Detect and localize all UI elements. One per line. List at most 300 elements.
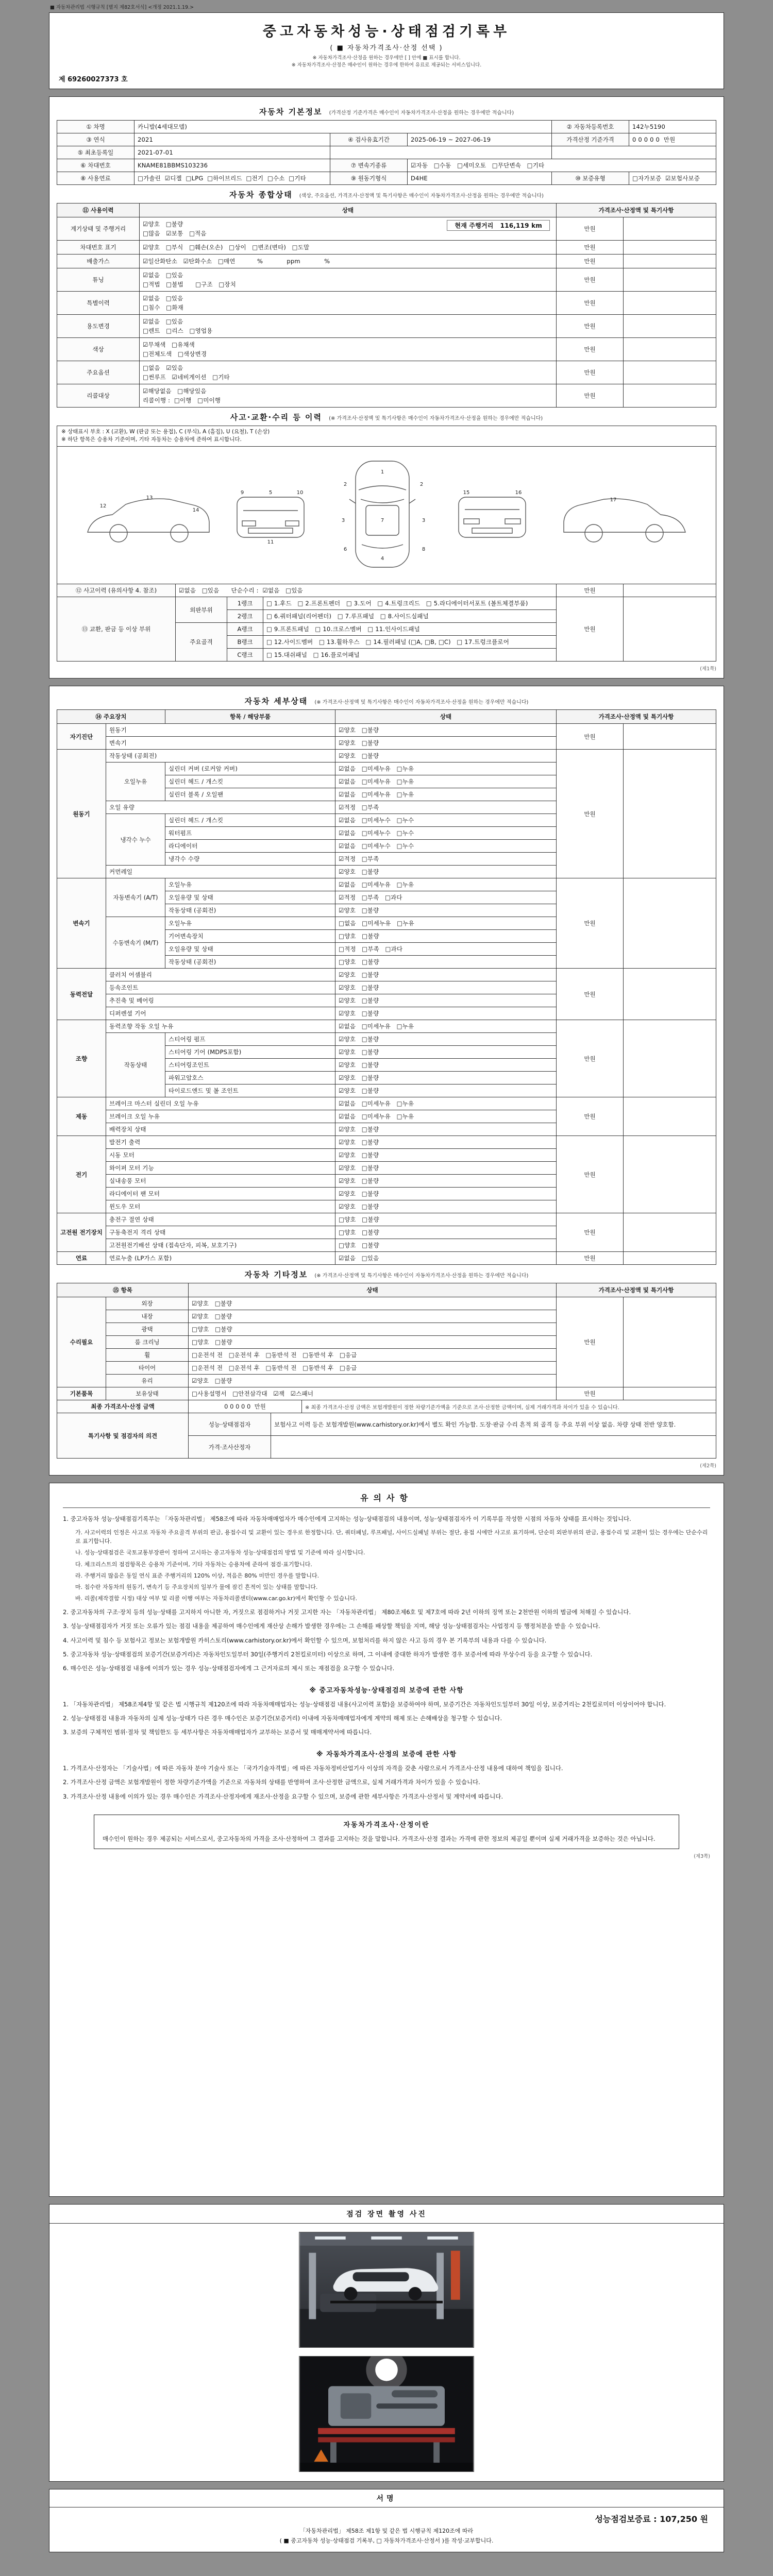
svg-text:14: 14	[192, 507, 199, 513]
svg-text:16: 16	[515, 490, 522, 496]
field-label: ⑩ 보증유형	[552, 172, 629, 184]
state-cell: □양호 □불량	[335, 930, 557, 943]
fuel-checks: □가솔린 ☑디젤 □LPG □하이브리드 □전기 □수소 □기타	[135, 172, 330, 184]
svg-text:9: 9	[240, 490, 244, 496]
detail-header	[57, 691, 716, 709]
note-cell	[624, 969, 716, 1020]
column-header: 가격조사·산정액 및 특기사항	[557, 710, 716, 724]
item-name: 구동축전지 격리 상태	[106, 1226, 335, 1239]
usage-item-label: 특별이력	[57, 291, 140, 314]
item-name: 실린더 헤드 / 개스킷	[165, 775, 335, 788]
amount-cell: 만원	[557, 291, 624, 314]
state-cell: ☑양호 □불량	[335, 1175, 557, 1188]
item-name: 클러치 어셈블리	[106, 969, 335, 981]
statement-line-1: 「자동차관리법」 제58조 제1항 및 같은 법 시행규칙 제120조에 따라	[299, 2528, 474, 2534]
state-line: ☑없음 □있음	[143, 317, 183, 325]
state-cell: ☑없음 □미세누수 □누수	[335, 827, 557, 840]
definition-box-text: 매수인이 원하는 경우 제공되는 서비스로서, 중고자동차의 가격을 조사·산정하여 그 결과를 고지하는 것을 말합니다. 가격조사·산정 결과는 가격에 관한 정보의 제공일 뿐이며 실제 거래가격을 보증하는 것은 아닙니다.	[103, 1835, 656, 1842]
page-number: (제2쪽)	[700, 1463, 716, 1469]
sub-group-label: 수동변속기 (M/T)	[106, 917, 165, 969]
svg-text:7: 7	[380, 518, 384, 523]
overall-row	[57, 361, 716, 384]
note-cell	[624, 878, 716, 969]
svg-text:10: 10	[296, 490, 304, 496]
basic-info-table	[57, 120, 716, 185]
amount-cell: 만원	[557, 361, 624, 384]
notice-item: 3. 보증의 구체적인 범위·절차 및 책임한도 등 세부사항은 자동차매매업자가 교부하는 보증서 및 매매계약서에 따릅니다.	[63, 1728, 372, 1736]
header-notes	[59, 55, 714, 70]
basic-info-header	[57, 102, 716, 120]
usage-item-label: 차대번호 표기	[57, 240, 140, 254]
etc-header	[57, 1265, 716, 1283]
state-cell: ☑양호 □불량	[335, 969, 557, 981]
table-header-row	[57, 203, 716, 217]
column-header: 상태	[335, 710, 557, 724]
svg-text:2: 2	[343, 482, 347, 487]
photos-title: 점검 장면 촬영 사진	[49, 2205, 724, 2224]
note-cell	[624, 1213, 716, 1252]
final-price-note: ※ 최종 가격조사·산정 금액은 보험개발원이 정한 차량기준가액을 기준으로 조사·산정한 금액이며, 실제 거래가격과 차이가 있을 수 있습니다.	[302, 1400, 716, 1413]
item-name: 외장	[106, 1297, 189, 1310]
detail-row	[57, 878, 716, 891]
state-cell: ☑양호 □불량	[189, 1375, 557, 1387]
state-line: □전체도색 □색상변경	[143, 350, 207, 358]
final-price-row	[57, 1400, 716, 1413]
note-cell	[624, 268, 716, 291]
form-reference-note: ■ 자동차관리법 시행규칙 [별지 제82호서식] <개정 2021.1.19.>	[50, 5, 194, 10]
state-cell: ☑양호 □불량	[335, 1007, 557, 1020]
state-cell: □없음 □미세누유 □누유	[335, 917, 557, 930]
state-cell	[140, 254, 557, 268]
field-label: ⑦ 변속기종류	[330, 159, 408, 172]
amount-cell: 만원	[557, 337, 624, 361]
exchange-label: ⑬ 교환, 판금 등 이상 부위	[57, 597, 176, 662]
usage-item-label: 용도변경	[57, 314, 140, 337]
price-base-value: 0 0 0 0 0 만원	[629, 133, 716, 146]
item-name: 배력장치 상태	[106, 1123, 335, 1136]
overall-header	[57, 185, 716, 203]
item-name: 동력조향 작동 오일 누유	[106, 1020, 335, 1033]
etc-row	[57, 1297, 716, 1310]
device-group-label: 조향	[57, 1020, 106, 1097]
state-cell: ☑양호 □불량	[335, 1123, 557, 1136]
usage-item-label: 색상	[57, 337, 140, 361]
notice-item: 6. 매수인은 성능·상태점검 내용에 이의가 있는 경우 성능·상태점검자에게 그 근거자료의 제시 또는 재점검을 요구할 수 있습니다.	[63, 1665, 395, 1672]
page-3-notice	[49, 1483, 724, 2197]
notice-title: 유의사항	[63, 1492, 710, 1508]
panel-group-label: 주요골격	[176, 623, 227, 662]
state-cell: ☑양호 □불량	[335, 1033, 557, 1046]
rank-items: □ 15.대쉬패널 □ 16.플로어패널	[263, 649, 557, 662]
state-line: ☑없음 □있음	[143, 294, 183, 302]
item-name: 디퍼렌셜 기어	[106, 1007, 335, 1020]
device-group-label: 변속기	[57, 878, 106, 969]
notice-sub: 마. 침수란 자동차의 원동기, 변속기 등 주요장치의 일부가 물에 잠긴 흔적이 있는 상태를 말합니다.	[75, 1583, 318, 1590]
item-name: 보유상태	[106, 1387, 189, 1400]
amount-cell: 만원	[557, 384, 624, 407]
field-label: ⑥ 차대번호	[57, 159, 135, 172]
notice-item: 1. 「자동차관리법」 제58조제4항 및 같은 법 시행규칙 제120조에 따라 자동차매매업자는 성능·상태점검 내용(사고이력 포함)을 보증하여야 하며, 보증기간은 자동차인도일부터 30일 이상, 보증거리는 2천킬로미터 이상이어야 합니다.	[63, 1700, 666, 1708]
amount-cell: 만원	[557, 750, 624, 878]
notice-body	[63, 1514, 710, 1801]
item-name: 작동상태 (공회전)	[165, 956, 335, 969]
state-cell: □양호 □불량	[335, 956, 557, 969]
usage-item-label: 리콜대상	[57, 384, 140, 407]
header-note-2: ※ 자동차가격조사·산정은 매수인이 원하는 경우에 한하여 유료로 제공되는 서비스입니다.	[291, 62, 482, 69]
remarks-row	[57, 1413, 716, 1436]
device-group-label: 고전원 전기장치	[57, 1213, 106, 1252]
state-cell: ☑양호 □불량	[335, 1059, 557, 1072]
appraiser-comment	[271, 1436, 716, 1459]
state-cell: □적정 □부족 □과다	[335, 943, 557, 956]
etc-group-label: 수리필요	[57, 1297, 106, 1387]
state-cell: ☑양호 □불량	[335, 1162, 557, 1175]
table-row	[57, 146, 716, 159]
item-name: 작동상태 (공회전)	[165, 904, 335, 917]
signature-statement	[49, 2527, 724, 2546]
item-name: 충전구 절연 상태	[106, 1213, 335, 1226]
notice-sub: 나. 성능·상태점검은 국토교통부장관이 정하여 고시하는 중고자동차 성능·상태점검의 방법 및 기준에 따라 실시합니다.	[75, 1549, 365, 1556]
history-state: ☑없음 □있음 단순수리 : ☑없음 □있음	[176, 584, 557, 597]
inspection-fee	[49, 2507, 724, 2527]
state-cell: ☑없음 □있음	[335, 1252, 557, 1265]
amount-cell: 만원	[557, 240, 624, 254]
svg-text:6: 6	[343, 547, 347, 552]
final-price-table	[57, 1400, 716, 1413]
notice-item: 4. 사고이력 및 침수 등 보험사고 정보는 보험개발원 카히스토리(www.carhistory.or.kr)에서 확인할 수 있으며, 보험처리를 하지 않은 사고 등의 경우 본 기록부의 내용과 다를 수 있습니다.	[63, 1636, 547, 1644]
statement-line-2: ( ■ 중고자동차 성능·상태점검 기록부, □ 자동차가격조사·산정서 )를 작성·교부합니다.	[279, 2537, 494, 2544]
state-cell	[140, 217, 557, 240]
item-name: 타이어	[106, 1362, 189, 1375]
first-registration-value: 2021-07-01	[135, 146, 330, 159]
rank-items: □ 6.쿼터패널(리어펜더) □ 7.루프패널 □ 8.사이드실패널	[263, 610, 557, 623]
note-cell	[624, 750, 716, 878]
svg-text:8: 8	[422, 547, 426, 552]
state-cell: ☑없음 □미세누수 □누수	[335, 814, 557, 827]
device-group-label: 자기진단	[57, 724, 106, 750]
legend-line-1: ※ 상태표시 부호 : X (교환), W (판금 또는 용접), C (부식), A (흠집), U (요철), T (손상)	[61, 428, 270, 435]
amount-cell: 만원	[557, 1297, 624, 1387]
column-header: 상태	[189, 1283, 557, 1297]
page-5-signature	[49, 2489, 724, 2552]
detail-title: 자동차 세부상태	[244, 697, 308, 706]
state-cell: ☑없음 □미세누유 □누유	[335, 775, 557, 788]
field-label: ⑧ 사용연료	[57, 172, 135, 184]
notice-item: 1. 중고자동차 성능·상태점검기록부는 「자동차관리법」 제58조에 따라 자동차매매업자가 매수인에게 고지하는 성능·상태점검의 내용이며, 성능·상태점검자가 이 기록부를 작성한 시점의 자동차 상태를 표시하는 것입니다.	[63, 1515, 631, 1522]
state-line: □썬루프 ☑네비게이션 □기타	[143, 373, 230, 381]
item-name: 브레이크 오일 누유	[106, 1110, 335, 1123]
sub-group-label: 자동변속기 (A/T)	[106, 878, 165, 917]
sub-group-label: 냉각수 누수	[106, 814, 165, 866]
notice-item: 2. 중고자동차의 구조·장치 등의 성능·상태를 고지하지 아니한 자, 거짓으로 점검하거나 거짓 고지한 자는 「자동차관리법」 제80조제6호 및 제7호에 따라 2년 이하의 징역 또는 2천만원 이하의 벌금에 처해질 수 있습니다.	[63, 1608, 631, 1616]
state-cell: ☑양호 □불량	[335, 1046, 557, 1059]
item-name: 실린더 커버 (로커암 커버)	[165, 762, 335, 775]
item-name: 와이퍼 모터 기능	[106, 1162, 335, 1175]
item-name: 유리	[106, 1375, 189, 1387]
overall-row	[57, 291, 716, 314]
note-cell	[624, 361, 716, 384]
amount-cell: 만원	[557, 1097, 624, 1136]
item-name: 실린더 블록 / 오일팬	[165, 788, 335, 801]
column-header: ⑪ 사용이력	[57, 203, 140, 217]
state-cell: □양호 □불량	[189, 1323, 557, 1336]
item-name: 광택	[106, 1323, 189, 1336]
item-name: 작동상태 (공회전)	[106, 750, 335, 762]
note-cell	[624, 384, 716, 407]
rank-items: □ 9.프론트패널 □ 10.크로스멤버 □ 11.인사이드패널	[263, 623, 557, 636]
final-price-label: 최종 가격조사·산정 금액	[57, 1400, 189, 1413]
basic-info-note: (가격산정 기준가격은 매수인이 자동차가격조사·산정을 원하는 경우에만 적습니다)	[329, 110, 514, 116]
item-name: 윈도우 모터	[106, 1200, 335, 1213]
empty-cell	[552, 146, 716, 159]
rank-items: □ 1.후드 □ 2.프론트펜더 □ 3.도어 □ 4.트렁크리드 □ 5.라디에이터서포트 (볼트체결부품)	[263, 597, 557, 610]
notice-sub: 다. 체크리스트의 점검항목은 승용차 기준이며, 기타 자동차는 승용차에 준하여 점검·표기합니다.	[75, 1561, 312, 1568]
field-label: ① 차명	[57, 120, 135, 133]
state-cell: ☑양호 □불량	[335, 1084, 557, 1097]
state-cell: ☑양호 □불량	[335, 737, 557, 750]
state-cell: ☑없음 □미세누유 □누유	[335, 1020, 557, 1033]
inspector-comment: 보험사고 이력 등은 보험개발원(www.carhistory.or.kr)에서 별도 확인 가능함. 도장·판금 수리 흔적 외 골격 등 주요 부위 이상 없음. 차량 상태 전반 양호함.	[271, 1413, 716, 1436]
item-name: 발전기 출력	[106, 1136, 335, 1149]
accident-title: 사고·교환·수리 등 이력	[230, 412, 323, 422]
state-cell: ☑양호 □불량	[335, 866, 557, 878]
note-cell	[624, 1387, 716, 1400]
usage-item-label: 튜닝	[57, 268, 140, 291]
state-line: ☑해당없음 □해당있음	[143, 387, 207, 395]
page-number: (제1쪽)	[700, 666, 716, 672]
detail-row	[57, 750, 716, 762]
inspector-role: 성능·상태점검자	[189, 1413, 271, 1436]
etc-title: 자동차 기타정보	[244, 1270, 308, 1279]
amount-cell: 만원	[557, 969, 624, 1020]
state-cell: ☑없음 □미세누유 □누유	[335, 878, 557, 891]
overall-row	[57, 337, 716, 361]
overall-note: (색상, 주요옵션, 가격조사·산정액 및 특기사항은 매수인이 자동차가격조사·산정을 원하는 경우에만 적습니다)	[299, 193, 544, 199]
usage-item-label: 계기상태 및 주행거리	[57, 217, 140, 240]
field-label: ② 자동차등록번호	[552, 120, 629, 133]
rank-label: A랭크	[227, 623, 263, 636]
state-cell: ☑적정 □부족	[335, 853, 557, 866]
note-cell	[624, 240, 716, 254]
svg-text:5: 5	[268, 490, 273, 496]
state-line: ☑일산화탄소 ☑탄화수소 □매연 % ppm %	[143, 257, 330, 265]
state-code-legend	[57, 426, 716, 447]
item-name: 휠	[106, 1349, 189, 1362]
vin-value: KNAME81BBMS103236	[135, 159, 330, 172]
item-name: 실린더 헤드 / 개스킷	[165, 814, 335, 827]
item-name: 실내송풍 모터	[106, 1175, 335, 1188]
state-cell: ☑적정 □부족	[335, 801, 557, 814]
exchange-rank-row	[57, 597, 716, 610]
amount-cell: 만원	[557, 1213, 624, 1252]
note-cell	[624, 291, 716, 314]
state-cell: ☑양호 □불량	[335, 1072, 557, 1084]
column-header: ⑭ 주요장치	[57, 710, 165, 724]
state-line: □없음 ☑있음	[143, 364, 183, 371]
price-base-label: 가격산정 기준가격	[552, 133, 629, 146]
photos-container	[49, 2224, 724, 2481]
inspection-period-value: 2025-06-19 ~ 2027-06-19	[408, 133, 552, 146]
state-cell: ☑양호 □불량	[335, 750, 557, 762]
device-group-label: 원동기	[57, 750, 106, 878]
current-mileage-badge: 현재 주행거리 116,119 km	[447, 220, 550, 231]
state-cell: □운전석 전 □운전석 후 □동반석 전 □동반석 후 □응급	[189, 1349, 557, 1362]
notice-item: 1. 가격조사·산정자는 「기술사법」에 따른 자동차 분야 기술사 또는 「국가기술자격법」에 따른 자동차정비산업기사 이상의 자격을 갖춘 사람으로서 가격조사·산정 내용에 대하여 책임을 집니다.	[63, 1764, 563, 1772]
note-cell	[624, 1297, 716, 1387]
state-line: ☑무채색 □유채색	[143, 341, 195, 348]
note-cell	[624, 1097, 716, 1136]
state-line: □렌트 □리스 □영업용	[143, 327, 213, 334]
overall-row	[57, 384, 716, 407]
usage-item-label: 주요옵션	[57, 361, 140, 384]
item-name: 시동 모터	[106, 1149, 335, 1162]
device-group-label: 제동	[57, 1097, 106, 1136]
notice-head: ※ 자동차가격조사·산정의 보증에 관한 사항	[316, 1750, 457, 1758]
accident-note: (※ 가격조사·산정액 및 특기사항은 매수인이 자동차가격조사·산정을 원하는 경우에만 적습니다)	[329, 415, 543, 421]
rank-items: □ 12.사이드멤버 □ 13.휠하우스 □ 14.필러패널 (□A, □B, □C) □ 17.트렁크플로어	[263, 636, 557, 649]
notice-item: 2. 성능·상태점검 내용과 자동차의 실제 성능·상태가 다른 경우 매수인은 보증기간(보증거리) 이내에 자동차매매업자에게 계약의 해제 또는 손해배상을 청구할 수 있습니다.	[63, 1715, 502, 1722]
detail-row	[57, 1020, 716, 1033]
state-cell: ☑없음 □미세누유 □누유	[335, 1110, 557, 1123]
detail-row	[57, 1136, 716, 1149]
empty-cell	[330, 146, 552, 159]
state-cell	[140, 384, 557, 407]
svg-text:12: 12	[99, 503, 107, 509]
field-label: ③ 연식	[57, 133, 135, 146]
state-cell: ☑적정 □부족 □과다	[335, 891, 557, 904]
detail-row	[57, 1213, 716, 1226]
item-name: 커먼레일	[106, 866, 335, 878]
item-name: 등속조인트	[106, 981, 335, 994]
state-cell: ☑없음 □미세누유 □누유	[335, 788, 557, 801]
etc-row	[57, 1387, 716, 1400]
svg-text:11: 11	[267, 539, 274, 545]
note-cell	[624, 314, 716, 337]
notice-sub: 가. 사고이력의 인정은 사고로 자동차 주요골격 부위의 판금, 용접수리 및 교환이 있는 경우로 한정합니다. 단, 쿼터패널, 루프패널, 사이드실패널 부위는 절단, 용접 시에만 사고로 표기하며, 단순히 외판부위의 판금, 용접수리 및 교환이 있는 경우에는 단순수리로 표기합니다.	[75, 1529, 708, 1545]
amount-cell: 만원	[557, 1252, 624, 1265]
state-cell: ☑양호 □불량	[335, 1188, 557, 1200]
device-group-label: 동력전달	[57, 969, 106, 1020]
document-title: 중고자동차성능·상태점검기록부	[262, 24, 511, 40]
amount-cell: 만원	[557, 217, 624, 240]
state-cell	[140, 291, 557, 314]
state-cell	[140, 337, 557, 361]
state-line: □침수 □화재	[143, 303, 183, 311]
state-cell: ☑없음 □미세누수 □누수	[335, 840, 557, 853]
detail-state-table	[57, 709, 716, 1265]
notice-item: 3. 성능·상태점검자가 거짓 또는 오류가 있는 점검 내용을 제공하여 매수인에게 재산상 손해가 발생한 경우에는 그 손해를 배상할 책임을 지며, 해당 성능·상태점검자는 사업정지 등 행정처분을 받을 수 있습니다.	[63, 1622, 600, 1630]
field-label: ⑨ 원동기형식	[330, 172, 408, 184]
detail-note: (※ 가격조사·산정액 및 특기사항은 매수인이 자동차가격조사·산정을 원하는 경우에만 적습니다)	[314, 700, 529, 705]
table-header-row	[57, 710, 716, 724]
amount-cell: 만원	[557, 597, 624, 662]
item-name: 추진축 및 베어링	[106, 994, 335, 1007]
engine-type-value: D4HE	[408, 172, 552, 184]
state-line: ☑양호 □불량 현재 주행거리 116,119 km	[143, 219, 553, 229]
detail-row	[57, 1097, 716, 1110]
state-cell: ☑양호 □불량	[189, 1310, 557, 1323]
note-cell	[624, 217, 716, 240]
accident-header	[57, 408, 716, 426]
item-name: 스티어링 펌프	[165, 1033, 335, 1046]
table-row	[57, 133, 716, 146]
overall-row	[57, 217, 716, 240]
state-cell: □양호 □불량	[189, 1336, 557, 1349]
amount-cell: 만원	[557, 1387, 624, 1400]
item-name: 스티어링조인트	[165, 1059, 335, 1072]
sub-group-label: 작동상태	[106, 1033, 165, 1097]
item-name: 라디에이터 팬 모터	[106, 1188, 335, 1200]
amount-cell: 만원	[557, 584, 624, 597]
basic-info-title: 자동차 기본정보	[259, 107, 323, 116]
document-number: 제 69260027373 호	[59, 75, 128, 83]
column-header: 항목 / 해당부품	[165, 710, 335, 724]
car-damage-diagram	[57, 446, 716, 584]
device-group-label: 연료	[57, 1252, 106, 1265]
etc-info-table	[57, 1283, 716, 1400]
page-2	[49, 686, 724, 1476]
svg-text:17: 17	[610, 497, 617, 503]
item-name: 룸 크리닝	[106, 1336, 189, 1349]
overall-state-table	[57, 203, 716, 408]
note-cell	[624, 254, 716, 268]
overall-title: 자동차 종합상태	[229, 190, 293, 199]
item-name: 스티어링 기어 (MDPS포함)	[165, 1046, 335, 1059]
item-name: 오일 유량	[106, 801, 335, 814]
field-label: ⑤ 최초등록일	[57, 146, 135, 159]
definition-box-title: 자동차가격조사·산정이란	[343, 1821, 430, 1829]
appraiser-role: 가격·조사산정자	[189, 1436, 271, 1459]
overall-row	[57, 254, 716, 268]
price-appraisal-definition-box	[94, 1815, 679, 1849]
note-cell	[624, 1136, 716, 1213]
state-line: ☑양호 □부식 □훼손(오손) □상이 □변조(변타) □도말	[143, 243, 310, 251]
item-name: 내장	[106, 1310, 189, 1323]
item-name: 라디에이터	[165, 840, 335, 853]
item-name: 오일누유	[165, 878, 335, 891]
table-header-row	[57, 1283, 716, 1297]
svg-text:2: 2	[419, 482, 424, 487]
item-name: 오일유량 및 상태	[165, 891, 335, 904]
rank-label: 1랭크	[227, 597, 263, 610]
svg-text:13: 13	[146, 495, 153, 501]
amount-cell: 만원	[557, 1020, 624, 1097]
overall-row	[57, 268, 716, 291]
accident-history-table	[57, 584, 716, 662]
item-name: 오일누유	[165, 917, 335, 930]
overall-row	[57, 240, 716, 254]
page-1	[49, 96, 724, 679]
state-cell: ☑없음 □미세누유 □누유	[335, 1097, 557, 1110]
sub-group-label: 오일누유	[106, 762, 165, 801]
overall-row	[57, 314, 716, 337]
inspection-photo-lift	[299, 2232, 474, 2348]
note-cell	[624, 1252, 716, 1265]
usage-item-label: 배출가스	[57, 254, 140, 268]
etc-note: (※ 가격조사·산정액 및 특기사항은 매수인이 자동차가격조사·산정을 원하는 경우에만 적습니다)	[314, 1273, 529, 1279]
accident-history-row	[57, 584, 716, 597]
state-cell	[140, 314, 557, 337]
history-label: ⑫ 사고이력 (유의사항 4. 참조)	[57, 584, 176, 597]
remarks-label: 특기사항 및 점검자의 의견	[57, 1413, 189, 1459]
table-row	[57, 159, 716, 172]
amount-cell: 만원	[557, 724, 624, 750]
car-views-svg	[67, 450, 706, 579]
item-name: 기어변속장치	[165, 930, 335, 943]
notice-head: ※ 중고자동차성능·상태점검의 보증에 관한 사항	[309, 1686, 464, 1694]
notice-item: 5. 중고자동차 성능·상태점검의 보증기간(보증거리)은 자동차인도일부터 30일(주행거리 2천킬로미터) 이상으로 하며, 그 이내에 중대한 하자가 발생한 경우 보증서에 따라 무상수리 등을 요구할 수 있습니다.	[63, 1650, 593, 1658]
item-name: 타이로드엔드 및 볼 조인트	[165, 1084, 335, 1097]
